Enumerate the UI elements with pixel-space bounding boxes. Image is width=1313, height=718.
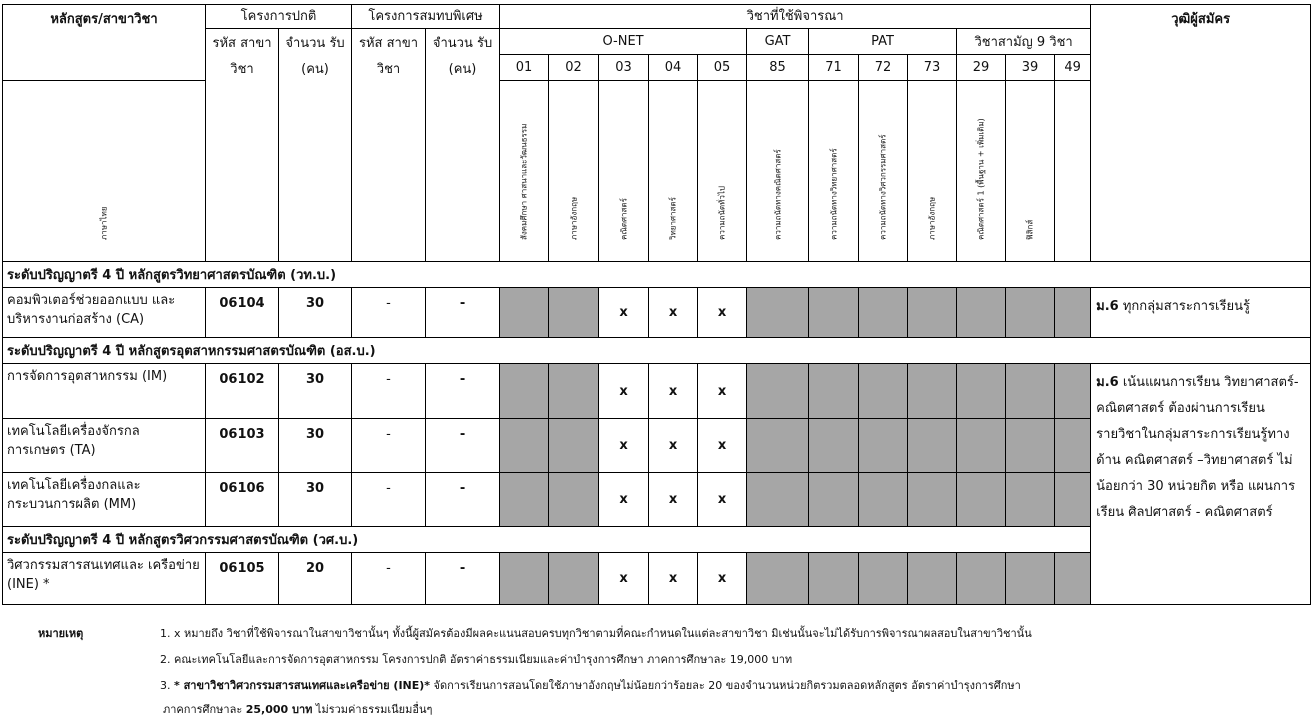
- subject-not-used-cell: [859, 419, 908, 473]
- subject-not-used-cell: [747, 553, 809, 605]
- subject-code-85: 85: [747, 55, 809, 81]
- subject-code-04: 04: [649, 55, 698, 81]
- qualification-cell-1: [1091, 288, 1311, 338]
- subject-not-used-cell: [1055, 553, 1091, 605]
- subject-not-used-cell: [957, 288, 1006, 338]
- special-code: -: [352, 419, 426, 473]
- gat-group-header: GAT: [747, 29, 809, 55]
- subject-code-71: 71: [809, 55, 859, 81]
- subject-check-mark: x: [649, 419, 698, 473]
- qualification-1-text: ทุกกลุ่มสาระการเรียนรู้: [1118, 299, 1250, 314]
- qualification-header: วุฒิผู้สมัคร: [1091, 5, 1311, 262]
- subject-name-cell: [859, 81, 908, 262]
- program-name: คอมพิวเตอร์ช่วยออกแบบ และบริหารงานก่อสร้าง (CA): [3, 288, 206, 338]
- subject-name-cell: [809, 81, 859, 262]
- subject-not-used-cell: [500, 419, 549, 473]
- special-count: -: [426, 473, 500, 527]
- subject-name-02: สังคมศึกษา ศาสนาและวัฒนธรรม: [519, 123, 529, 240]
- special-code: -: [352, 364, 426, 419]
- program-name: วิศวกรรมสารสนเทศและ เครือข่าย (INE) *: [3, 553, 206, 605]
- subject-not-used-cell: [500, 288, 549, 338]
- subject-not-used-cell: [1006, 473, 1055, 527]
- subject-not-used-cell: [809, 419, 859, 473]
- subject-not-used-cell: [1006, 288, 1055, 338]
- special-code: -: [352, 473, 426, 527]
- program-code: 06106: [206, 473, 279, 527]
- program-count: 30: [279, 364, 352, 419]
- subject-not-used-cell: [1006, 364, 1055, 419]
- subject-check-mark: x: [649, 553, 698, 605]
- subject-not-used-cell: [549, 288, 599, 338]
- subject-not-used-cell: [809, 288, 859, 338]
- note-2: 2. คณะเทคโนโลยีและการจัดการอุตสาหกรรม โครงการปกติ อัตราค่าธรรมเนียมและค่าบำรุงการศึกษา ภาคการศึกษาละ 19,000 บาท: [160, 653, 793, 666]
- note-3-line2: [163, 700, 432, 718]
- subject-not-used-cell: [957, 419, 1006, 473]
- subject-name-cell: [500, 81, 549, 262]
- subject-check-mark: x: [599, 473, 649, 527]
- subject-name-cell: [1006, 81, 1055, 262]
- program-name: เทคโนโลยีเครื่องจักรกล การเกษตร (TA): [3, 419, 206, 473]
- subject-check-mark: x: [698, 553, 747, 605]
- program-column-header: หลักสูตร/สาขาวิชา: [3, 5, 206, 81]
- regular-code-header: รหัส สาขา วิชา: [206, 29, 279, 262]
- note-3-bold: * สาขาวิชาวิศวกรรมสารสนเทศและเครือข่าย (INE)*: [174, 679, 431, 692]
- subject-not-used-cell: [908, 364, 957, 419]
- subject-name-04: คณิตศาสตร์: [619, 198, 629, 240]
- subject-name-71: ความถนัดทางคณิตศาสตร์: [773, 149, 783, 240]
- nine-subjects-group-header: วิชาสามัญ 9 วิชา: [957, 29, 1091, 55]
- subject-not-used-cell: [1055, 473, 1091, 527]
- section-row: [3, 262, 1311, 288]
- subject-not-used-cell: [809, 364, 859, 419]
- program-code: 06105: [206, 553, 279, 605]
- program-count: 30: [279, 288, 352, 338]
- qualification-1-bold: ม.6: [1096, 299, 1119, 314]
- subjects-header: วิชาที่ใช้พิจารณา: [500, 5, 1091, 29]
- subject-check-mark: x: [599, 288, 649, 338]
- note-3-line2-b: ไม่รวมค่าธรรมเนียมอื่นๆ: [312, 703, 433, 716]
- program-code: 06104: [206, 288, 279, 338]
- section-title: ระดับปริญญาตรี 4 ปี หลักสูตรวิศวกรรมศาสตรบัณฑิต (วศ.บ.): [3, 527, 1091, 553]
- subject-name-cell: [649, 81, 698, 262]
- subject-not-used-cell: [859, 364, 908, 419]
- subject-code-05: 05: [698, 55, 747, 81]
- subject-check-mark: x: [649, 473, 698, 527]
- subject-not-used-cell: [908, 419, 957, 473]
- subject-not-used-cell: [500, 364, 549, 419]
- section-row: [3, 338, 1311, 364]
- admission-table: [2, 4, 1311, 605]
- section-title: ระดับปริญญาตรี 4 ปี หลักสูตรอุตสาหกรรมศาสตรบัณฑิต (อส.บ.): [3, 338, 1311, 364]
- onet-group-header: O-NET: [500, 29, 747, 55]
- regular-count-header: จำนวน รับ (คน): [279, 29, 352, 262]
- subject-not-used-cell: [1055, 288, 1091, 338]
- subject-not-used-cell: [549, 553, 599, 605]
- subject-name-05: วิทยาศาสตร์: [668, 197, 678, 240]
- subject-name-39: คณิตศาสตร์ 1 (พื้นฐาน + เพิ่มเติม): [976, 118, 986, 240]
- subject-name-29: ภาษาอังกฤษ: [927, 196, 937, 240]
- qualification-2-text: เน้นแผนการเรียน วิทยาศาสตร์- คณิตศาสตร์ ต้องผ่านการเรียนรายวิชาในกลุ่มสาระการเรียนรู้ทางด้าน คณิตศาสตร์ –วิทยาศาสตร์ ไม่น้อยกว่า 30 หน่วยกิต หรือ แผนการเรียน ศิลปศาสตร์ - คณิตศาสตร์: [1096, 375, 1299, 520]
- subject-not-used-cell: [747, 364, 809, 419]
- subject-name-cell: [549, 81, 599, 262]
- regular-program-header: โครงการปกติ: [206, 5, 352, 29]
- program-code: 06102: [206, 364, 279, 419]
- note-3-prefix: 3.: [160, 679, 174, 692]
- subject-not-used-cell: [549, 364, 599, 419]
- subject-check-mark: x: [599, 419, 649, 473]
- subject-name-73: ความถนัดทางวิศวกรรมศาสตร์: [878, 134, 888, 240]
- subject-name-cell: [3, 81, 206, 262]
- subject-not-used-cell: [908, 288, 957, 338]
- special-count: -: [426, 288, 500, 338]
- subject-check-mark: x: [649, 364, 698, 419]
- subject-code-49: 49: [1055, 55, 1091, 81]
- note-3-line2-a: ภาคการศึกษาละ: [163, 703, 246, 716]
- subject-check-mark: x: [599, 364, 649, 419]
- subject-check-mark: x: [698, 288, 747, 338]
- subject-not-used-cell: [1006, 553, 1055, 605]
- subject-not-used-cell: [500, 553, 549, 605]
- subject-code-01: 01: [500, 55, 549, 81]
- special-program-header: โครงการสมทบพิเศษ: [352, 5, 500, 29]
- subject-not-used-cell: [747, 419, 809, 473]
- subject-not-used-cell: [859, 473, 908, 527]
- table-row: [3, 288, 1311, 338]
- subject-not-used-cell: [957, 553, 1006, 605]
- subject-name-cell: [908, 81, 957, 262]
- subject-not-used-cell: [1055, 419, 1091, 473]
- subject-check-mark: x: [698, 473, 747, 527]
- program-count: 30: [279, 419, 352, 473]
- subject-check-mark: x: [698, 364, 747, 419]
- subject-not-used-cell: [859, 288, 908, 338]
- subject-check-mark: x: [698, 419, 747, 473]
- note-3-line2-bold: 25,000 บาท: [245, 703, 313, 716]
- pat-group-header: PAT: [809, 29, 957, 55]
- special-code-header: รหัส สาขา วิชา: [352, 29, 426, 262]
- subject-name-01: ภาษาไทย: [99, 206, 109, 240]
- program-name: การจัดการอุตสาหกรรม (IM): [3, 364, 206, 419]
- subject-name-03: ภาษาอังกฤษ: [569, 196, 579, 240]
- subject-name-cell: [747, 81, 809, 262]
- section-title: ระดับปริญญาตรี 4 ปี หลักสูตรวิทยาศาสตรบัณฑิต (วท.บ.): [3, 262, 1311, 288]
- subject-not-used-cell: [908, 473, 957, 527]
- subject-not-used-cell: [859, 553, 908, 605]
- special-count: -: [426, 553, 500, 605]
- subject-not-used-cell: [809, 553, 859, 605]
- subject-check-mark: x: [599, 553, 649, 605]
- subject-not-used-cell: [957, 473, 1006, 527]
- subject-not-used-cell: [747, 288, 809, 338]
- special-code: -: [352, 288, 426, 338]
- subject-code-72: 72: [859, 55, 908, 81]
- subject-name-49: ฟิสิกส์: [1025, 219, 1035, 240]
- subject-not-used-cell: [1055, 364, 1091, 419]
- special-count: -: [426, 419, 500, 473]
- subject-code-39: 39: [1006, 55, 1055, 81]
- note-1: 1. x หมายถึง วิชาที่ใช้พิจารณาในสาขาวิชานั้นๆ ทั้งนี้ผู้สมัครต้องมีผลคะแนนสอบครบทุกวิชาตามที่คณะกำหนดในแต่ละสาขาวิชา มิเช่นนั้นจะไม่ได้รับการพิจารณาผลสอบในสาขาวิชานั้น: [160, 627, 1032, 640]
- notes-label: หมายเหตุ: [38, 627, 84, 640]
- subject-check-mark: x: [649, 288, 698, 338]
- special-code: -: [352, 553, 426, 605]
- subject-name-cell: [698, 81, 747, 262]
- program-name: เทคโนโลยีเครื่องกลและ กระบวนการผลิต (MM): [3, 473, 206, 527]
- subject-not-used-cell: [1006, 419, 1055, 473]
- qualification-2-bold: ม.6: [1096, 375, 1119, 390]
- qualification-cell-2: [1091, 364, 1311, 605]
- subject-not-used-cell: [809, 473, 859, 527]
- subject-code-29: 29: [957, 55, 1006, 81]
- table-row: [3, 364, 1311, 419]
- subject-not-used-cell: [549, 419, 599, 473]
- special-count-header: จำนวน รับ (คน): [426, 29, 500, 262]
- subject-code-02: 02: [549, 55, 599, 81]
- subject-code-73: 73: [908, 55, 957, 81]
- subject-name-85: ความถนัดทั่วไป: [717, 186, 727, 240]
- subject-not-used-cell: [549, 473, 599, 527]
- special-count: -: [426, 364, 500, 419]
- subject-not-used-cell: [957, 364, 1006, 419]
- note-3: [160, 676, 1021, 694]
- subject-not-used-cell: [500, 473, 549, 527]
- subject-not-used-cell: [747, 473, 809, 527]
- subject-name-cell: [599, 81, 649, 262]
- subject-name-72: ความถนัดทางวิทยาศาสตร์: [829, 148, 839, 240]
- program-count: 30: [279, 473, 352, 527]
- note-3-text: จัดการเรียนการสอนโดยใช้ภาษาอังกฤษไม่น้อยกว่าร้อยละ 20 ของจำนวนหน่วยกิตรวมตลอดหลักสูตร อัตราค่าบำรุงการศึกษา: [430, 679, 1021, 692]
- subject-name-cell: [957, 81, 1006, 262]
- program-count: 20: [279, 553, 352, 605]
- subject-code-03: 03: [599, 55, 649, 81]
- program-code: 06103: [206, 419, 279, 473]
- subject-not-used-cell: [908, 553, 957, 605]
